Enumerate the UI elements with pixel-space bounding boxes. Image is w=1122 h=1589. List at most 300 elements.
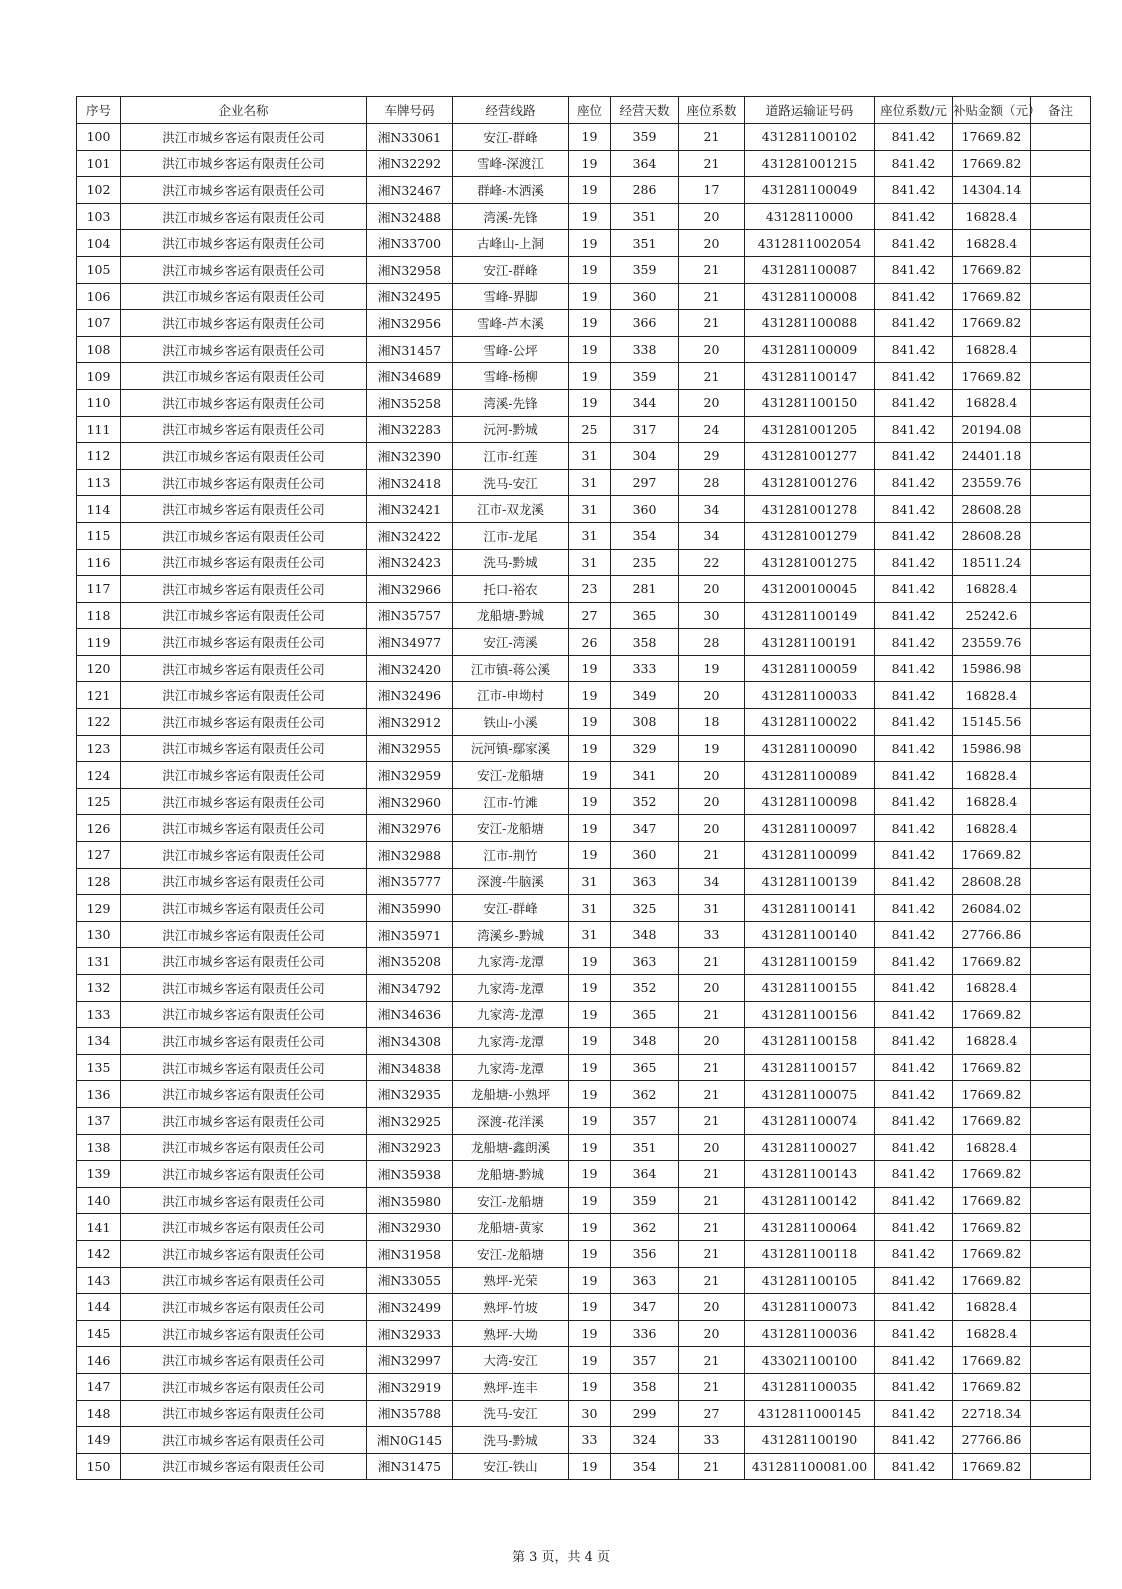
cell-subsidy: 27766.86 — [953, 1427, 1031, 1454]
cell-days: 347 — [611, 1294, 679, 1321]
cell-index: 114 — [77, 496, 121, 523]
cell-seat-coef: 28 — [679, 469, 745, 496]
cell-subsidy: 17669.82 — [953, 1081, 1031, 1108]
cell-seats: 19 — [569, 203, 611, 230]
cell-seat-rate: 841.42 — [875, 629, 953, 656]
cell-seat-coef: 20 — [679, 1134, 745, 1161]
cell-subsidy: 16828.4 — [953, 203, 1031, 230]
cell-subsidy: 16828.4 — [953, 682, 1031, 709]
cell-seat-rate: 841.42 — [875, 230, 953, 257]
cell-index: 113 — [77, 469, 121, 496]
cell-remarks — [1031, 496, 1091, 523]
cell-days: 348 — [611, 1028, 679, 1055]
cell-remarks — [1031, 1081, 1091, 1108]
cell-seats: 33 — [569, 1427, 611, 1454]
subsidy-table — [76, 96, 1091, 1480]
cell-days: 359 — [611, 124, 679, 151]
cell-license: 431281100074 — [745, 1107, 875, 1134]
table-row — [77, 1240, 1091, 1267]
cell-seats: 31 — [569, 496, 611, 523]
cell-seat-coef: 20 — [679, 1320, 745, 1347]
cell-seat-rate: 841.42 — [875, 1267, 953, 1294]
cell-plate: 湘N31475 — [367, 1453, 453, 1480]
cell-company: 洪江市城乡客运有限责任公司 — [121, 1400, 367, 1427]
cell-subsidy: 16828.4 — [953, 788, 1031, 815]
cell-seat-coef: 21 — [679, 1161, 745, 1188]
cell-remarks — [1031, 310, 1091, 337]
cell-seat-rate: 841.42 — [875, 576, 953, 603]
cell-seat-rate: 841.42 — [875, 1001, 953, 1028]
cell-seat-rate: 841.42 — [875, 256, 953, 283]
cell-seats: 31 — [569, 895, 611, 922]
cell-remarks — [1031, 522, 1091, 549]
cell-remarks — [1031, 709, 1091, 736]
cell-subsidy: 23559.76 — [953, 629, 1031, 656]
cell-seats: 19 — [569, 975, 611, 1002]
cell-remarks — [1031, 1453, 1091, 1480]
cell-company: 洪江市城乡客运有限责任公司 — [121, 1028, 367, 1055]
cell-seats: 19 — [569, 389, 611, 416]
cell-index: 119 — [77, 629, 121, 656]
table-row — [77, 336, 1091, 363]
cell-remarks — [1031, 549, 1091, 576]
cell-company: 洪江市城乡客运有限责任公司 — [121, 1187, 367, 1214]
cell-seats: 19 — [569, 150, 611, 177]
cell-subsidy: 17669.82 — [953, 948, 1031, 975]
cell-plate: 湘N32499 — [367, 1294, 453, 1321]
cell-subsidy: 16828.4 — [953, 815, 1031, 842]
cell-seat-rate: 841.42 — [875, 1054, 953, 1081]
cell-seat-coef: 21 — [679, 1081, 745, 1108]
cell-subsidy: 17669.82 — [953, 1054, 1031, 1081]
cell-index: 141 — [77, 1214, 121, 1241]
cell-index: 127 — [77, 842, 121, 869]
table-row — [77, 389, 1091, 416]
cell-index: 121 — [77, 682, 121, 709]
cell-seats: 19 — [569, 310, 611, 337]
cell-plate: 湘N32955 — [367, 735, 453, 762]
cell-days: 351 — [611, 203, 679, 230]
cell-route: 洗马-黔城 — [453, 549, 569, 576]
cell-seat-rate: 841.42 — [875, 496, 953, 523]
cell-license: 431281001275 — [745, 549, 875, 576]
cell-seat-rate: 841.42 — [875, 336, 953, 363]
cell-route: 安江-龙船塘 — [453, 815, 569, 842]
table-row — [77, 469, 1091, 496]
cell-subsidy: 28608.28 — [953, 496, 1031, 523]
cell-subsidy: 27766.86 — [953, 921, 1031, 948]
cell-license: 431281100064 — [745, 1214, 875, 1241]
cell-subsidy: 17669.82 — [953, 283, 1031, 310]
cell-route: 安江-龙船塘 — [453, 1240, 569, 1267]
cell-route: 安江-龙船塘 — [453, 762, 569, 789]
cell-plate: 湘N32488 — [367, 203, 453, 230]
cell-subsidy: 28608.28 — [953, 868, 1031, 895]
cell-license: 431281100156 — [745, 1001, 875, 1028]
cell-license: 431200100045 — [745, 576, 875, 603]
cell-remarks — [1031, 655, 1091, 682]
cell-plate: 湘N32958 — [367, 256, 453, 283]
cell-license: 43128110000 — [745, 203, 875, 230]
cell-index: 107 — [77, 310, 121, 337]
table-row — [77, 709, 1091, 736]
cell-seat-rate: 841.42 — [875, 203, 953, 230]
cell-remarks — [1031, 576, 1091, 603]
cell-days: 364 — [611, 150, 679, 177]
cell-seats: 31 — [569, 469, 611, 496]
cell-route: 沅河镇-鄢家溪 — [453, 735, 569, 762]
cell-subsidy: 16828.4 — [953, 1028, 1031, 1055]
cell-plate: 湘N32919 — [367, 1373, 453, 1400]
cell-route: 九家湾-龙潭 — [453, 1001, 569, 1028]
cell-plate: 湘N32935 — [367, 1081, 453, 1108]
cell-days: 366 — [611, 310, 679, 337]
cell-seat-rate: 841.42 — [875, 1373, 953, 1400]
cell-subsidy: 15986.98 — [953, 735, 1031, 762]
cell-remarks — [1031, 735, 1091, 762]
cell-seats: 19 — [569, 842, 611, 869]
cell-route: 安江-群峰 — [453, 124, 569, 151]
cell-seats: 19 — [569, 709, 611, 736]
cell-remarks — [1031, 682, 1091, 709]
cell-seats: 19 — [569, 1134, 611, 1161]
cell-company: 洪江市城乡客运有限责任公司 — [121, 895, 367, 922]
cell-license: 431281100097 — [745, 815, 875, 842]
cell-company: 洪江市城乡客运有限责任公司 — [121, 1294, 367, 1321]
cell-remarks — [1031, 868, 1091, 895]
cell-route: 雪峰-杨柳 — [453, 363, 569, 390]
cell-days: 363 — [611, 948, 679, 975]
cell-seats: 19 — [569, 124, 611, 151]
cell-days: 299 — [611, 1400, 679, 1427]
cell-company: 洪江市城乡客运有限责任公司 — [121, 389, 367, 416]
cell-company: 洪江市城乡客运有限责任公司 — [121, 735, 367, 762]
cell-seat-rate: 841.42 — [875, 1294, 953, 1321]
cell-company: 洪江市城乡客运有限责任公司 — [121, 549, 367, 576]
table-row — [77, 1294, 1091, 1321]
cell-seat-coef: 34 — [679, 496, 745, 523]
cell-days: 359 — [611, 363, 679, 390]
cell-route: 铁山-小溪 — [453, 709, 569, 736]
cell-days: 333 — [611, 655, 679, 682]
cell-seat-coef: 21 — [679, 1267, 745, 1294]
cell-plate: 湘N32997 — [367, 1347, 453, 1374]
cell-index: 128 — [77, 868, 121, 895]
cell-remarks — [1031, 1240, 1091, 1267]
cell-plate: 湘N35788 — [367, 1400, 453, 1427]
cell-subsidy: 28608.28 — [953, 522, 1031, 549]
table-row — [77, 203, 1091, 230]
table-row — [77, 975, 1091, 1002]
cell-index: 125 — [77, 788, 121, 815]
cell-seat-coef: 21 — [679, 283, 745, 310]
cell-seat-rate: 841.42 — [875, 602, 953, 629]
cell-route: 江市-荆竹 — [453, 842, 569, 869]
cell-license: 431281001279 — [745, 522, 875, 549]
cell-company: 洪江市城乡客运有限责任公司 — [121, 496, 367, 523]
cell-subsidy: 17669.82 — [953, 1373, 1031, 1400]
cell-remarks — [1031, 1187, 1091, 1214]
cell-seats: 19 — [569, 762, 611, 789]
cell-days: 317 — [611, 416, 679, 443]
cell-index: 115 — [77, 522, 121, 549]
cell-seat-coef: 33 — [679, 921, 745, 948]
table-row — [77, 177, 1091, 204]
cell-days: 341 — [611, 762, 679, 789]
cell-seat-coef: 21 — [679, 310, 745, 337]
cell-index: 116 — [77, 549, 121, 576]
header-seats: 座位 — [569, 97, 611, 124]
cell-remarks — [1031, 443, 1091, 470]
header-plate: 车牌号码 — [367, 97, 453, 124]
cell-remarks — [1031, 416, 1091, 443]
cell-route: 龙船塘-黄家 — [453, 1214, 569, 1241]
cell-days: 360 — [611, 842, 679, 869]
cell-plate: 湘N32956 — [367, 310, 453, 337]
cell-subsidy: 16828.4 — [953, 762, 1031, 789]
cell-plate: 湘N35757 — [367, 602, 453, 629]
cell-seat-rate: 841.42 — [875, 1240, 953, 1267]
cell-days: 365 — [611, 602, 679, 629]
table-row — [77, 1161, 1091, 1188]
cell-index: 102 — [77, 177, 121, 204]
table-row — [77, 1187, 1091, 1214]
cell-index: 111 — [77, 416, 121, 443]
table-row — [77, 230, 1091, 257]
cell-route: 雪峰-芦木溪 — [453, 310, 569, 337]
cell-subsidy: 17669.82 — [953, 1107, 1031, 1134]
cell-plate: 湘N32925 — [367, 1107, 453, 1134]
cell-license: 431281100036 — [745, 1320, 875, 1347]
cell-seat-rate: 841.42 — [875, 150, 953, 177]
cell-seat-rate: 841.42 — [875, 682, 953, 709]
cell-seats: 31 — [569, 868, 611, 895]
cell-subsidy: 16828.4 — [953, 230, 1031, 257]
cell-subsidy: 17669.82 — [953, 256, 1031, 283]
cell-subsidy: 15145.56 — [953, 709, 1031, 736]
cell-seats: 19 — [569, 363, 611, 390]
cell-license: 431281100142 — [745, 1187, 875, 1214]
cell-seat-coef: 21 — [679, 1453, 745, 1480]
table-row — [77, 1267, 1091, 1294]
cell-seat-coef: 20 — [679, 203, 745, 230]
cell-seats: 19 — [569, 1001, 611, 1028]
cell-route: 洗马-安江 — [453, 469, 569, 496]
cell-remarks — [1031, 921, 1091, 948]
cell-seats: 19 — [569, 1267, 611, 1294]
cell-seats: 19 — [569, 1453, 611, 1480]
cell-plate: 湘N34689 — [367, 363, 453, 390]
cell-seat-coef: 20 — [679, 788, 745, 815]
cell-seat-rate: 841.42 — [875, 124, 953, 151]
cell-seat-rate: 841.42 — [875, 522, 953, 549]
cell-license: 431281001215 — [745, 150, 875, 177]
table-row — [77, 1347, 1091, 1374]
cell-company: 洪江市城乡客运有限责任公司 — [121, 655, 367, 682]
cell-license: 431281100150 — [745, 389, 875, 416]
cell-subsidy: 16828.4 — [953, 1320, 1031, 1347]
cell-index: 132 — [77, 975, 121, 1002]
cell-license: 431281100102 — [745, 124, 875, 151]
cell-route: 熟坪-竹坡 — [453, 1294, 569, 1321]
table-row — [77, 496, 1091, 523]
cell-subsidy: 24401.18 — [953, 443, 1031, 470]
cell-company: 洪江市城乡客运有限责任公司 — [121, 762, 367, 789]
cell-subsidy: 15986.98 — [953, 655, 1031, 682]
cell-company: 洪江市城乡客运有限责任公司 — [121, 1427, 367, 1454]
cell-route: 雪峰-深渡江 — [453, 150, 569, 177]
cell-license: 431281100149 — [745, 602, 875, 629]
cell-index: 134 — [77, 1028, 121, 1055]
cell-plate: 湘N32467 — [367, 177, 453, 204]
cell-index: 120 — [77, 655, 121, 682]
cell-seat-rate: 841.42 — [875, 310, 953, 337]
cell-route: 江市-竹滩 — [453, 788, 569, 815]
table-row — [77, 1028, 1091, 1055]
cell-seat-coef: 20 — [679, 815, 745, 842]
table-row — [77, 788, 1091, 815]
cell-seat-rate: 841.42 — [875, 655, 953, 682]
table-row — [77, 921, 1091, 948]
header-seat-rate: 座位系数/元 — [875, 97, 953, 124]
cell-index: 123 — [77, 735, 121, 762]
cell-seats: 31 — [569, 443, 611, 470]
cell-seat-rate: 841.42 — [875, 416, 953, 443]
cell-seat-rate: 841.42 — [875, 1187, 953, 1214]
table-body — [77, 124, 1091, 1480]
cell-license: 431281100049 — [745, 177, 875, 204]
cell-license: 431281100009 — [745, 336, 875, 363]
cell-remarks — [1031, 336, 1091, 363]
cell-seats: 19 — [569, 1107, 611, 1134]
cell-subsidy: 17669.82 — [953, 1187, 1031, 1214]
cell-subsidy: 16828.4 — [953, 336, 1031, 363]
cell-seats: 19 — [569, 230, 611, 257]
cell-days: 358 — [611, 629, 679, 656]
cell-remarks — [1031, 895, 1091, 922]
cell-remarks — [1031, 1161, 1091, 1188]
cell-company: 洪江市城乡客运有限责任公司 — [121, 602, 367, 629]
cell-subsidy: 16828.4 — [953, 1294, 1031, 1321]
cell-seat-rate: 841.42 — [875, 1134, 953, 1161]
cell-seats: 19 — [569, 1028, 611, 1055]
cell-subsidy: 23559.76 — [953, 469, 1031, 496]
cell-route: 江市镇-蒋公溪 — [453, 655, 569, 682]
table-row — [77, 1427, 1091, 1454]
cell-plate: 湘N32420 — [367, 655, 453, 682]
table-row — [77, 682, 1091, 709]
cell-subsidy: 16828.4 — [953, 975, 1031, 1002]
cell-seat-coef: 20 — [679, 1294, 745, 1321]
cell-company: 洪江市城乡客运有限责任公司 — [121, 522, 367, 549]
cell-days: 356 — [611, 1240, 679, 1267]
cell-days: 329 — [611, 735, 679, 762]
cell-seats: 27 — [569, 602, 611, 629]
cell-seat-coef: 21 — [679, 124, 745, 151]
cell-days: 365 — [611, 1054, 679, 1081]
cell-seats: 19 — [569, 177, 611, 204]
cell-company: 洪江市城乡客运有限责任公司 — [121, 177, 367, 204]
cell-route: 江市-双龙溪 — [453, 496, 569, 523]
cell-remarks — [1031, 1028, 1091, 1055]
cell-index: 104 — [77, 230, 121, 257]
cell-license: 431281100088 — [745, 310, 875, 337]
cell-company: 洪江市城乡客运有限责任公司 — [121, 1054, 367, 1081]
table-row — [77, 1054, 1091, 1081]
cell-seat-rate: 841.42 — [875, 1427, 953, 1454]
cell-seat-coef: 20 — [679, 336, 745, 363]
table-row — [77, 1081, 1091, 1108]
cell-seat-rate: 841.42 — [875, 815, 953, 842]
cell-seat-rate: 841.42 — [875, 549, 953, 576]
cell-company: 洪江市城乡客运有限责任公司 — [121, 921, 367, 948]
cell-seat-rate: 841.42 — [875, 842, 953, 869]
cell-index: 100 — [77, 124, 121, 151]
cell-route: 江市-申坳村 — [453, 682, 569, 709]
cell-license: 431281100099 — [745, 842, 875, 869]
cell-license: 431281100158 — [745, 1028, 875, 1055]
cell-days: 325 — [611, 895, 679, 922]
table-row — [77, 363, 1091, 390]
cell-index: 143 — [77, 1267, 121, 1294]
cell-license: 431281100141 — [745, 895, 875, 922]
cell-subsidy: 17669.82 — [953, 310, 1031, 337]
cell-days: 351 — [611, 230, 679, 257]
cell-seat-rate: 841.42 — [875, 788, 953, 815]
cell-index: 118 — [77, 602, 121, 629]
cell-plate: 湘N31457 — [367, 336, 453, 363]
cell-days: 359 — [611, 1187, 679, 1214]
cell-route: 洗马-黔城 — [453, 1427, 569, 1454]
cell-plate: 湘N33700 — [367, 230, 453, 257]
cell-index: 150 — [77, 1453, 121, 1480]
cell-seat-coef: 21 — [679, 1107, 745, 1134]
cell-company: 洪江市城乡客运有限责任公司 — [121, 283, 367, 310]
header-subsidy: 补贴金额（元） — [953, 97, 1031, 124]
cell-seat-coef: 28 — [679, 629, 745, 656]
cell-subsidy: 14304.14 — [953, 177, 1031, 204]
cell-remarks — [1031, 1107, 1091, 1134]
table-row — [77, 1134, 1091, 1161]
cell-seat-coef: 21 — [679, 1347, 745, 1374]
cell-index: 105 — [77, 256, 121, 283]
cell-license: 431281100105 — [745, 1267, 875, 1294]
table-row — [77, 602, 1091, 629]
subsidy-table-container — [76, 96, 1073, 1480]
cell-plate: 湘N32988 — [367, 842, 453, 869]
cell-seats: 19 — [569, 655, 611, 682]
cell-seat-rate: 841.42 — [875, 1400, 953, 1427]
cell-seat-coef: 31 — [679, 895, 745, 922]
cell-route: 湾溪-先锋 — [453, 203, 569, 230]
cell-route: 雪峰-公坪 — [453, 336, 569, 363]
cell-subsidy: 18511.24 — [953, 549, 1031, 576]
cell-seat-rate: 841.42 — [875, 1081, 953, 1108]
cell-route: 龙船塘-黔城 — [453, 1161, 569, 1188]
table-row — [77, 762, 1091, 789]
cell-days: 338 — [611, 336, 679, 363]
cell-subsidy: 17669.82 — [953, 1453, 1031, 1480]
table-row — [77, 815, 1091, 842]
cell-days: 347 — [611, 815, 679, 842]
page-footer: 第 3 页，共 4 页 — [511, 1550, 611, 1565]
cell-company: 洪江市城乡客运有限责任公司 — [121, 788, 367, 815]
cell-plate: 湘N35258 — [367, 389, 453, 416]
cell-seats: 19 — [569, 1187, 611, 1214]
cell-seat-coef: 21 — [679, 1373, 745, 1400]
cell-plate: 湘N35777 — [367, 868, 453, 895]
cell-index: 149 — [77, 1427, 121, 1454]
